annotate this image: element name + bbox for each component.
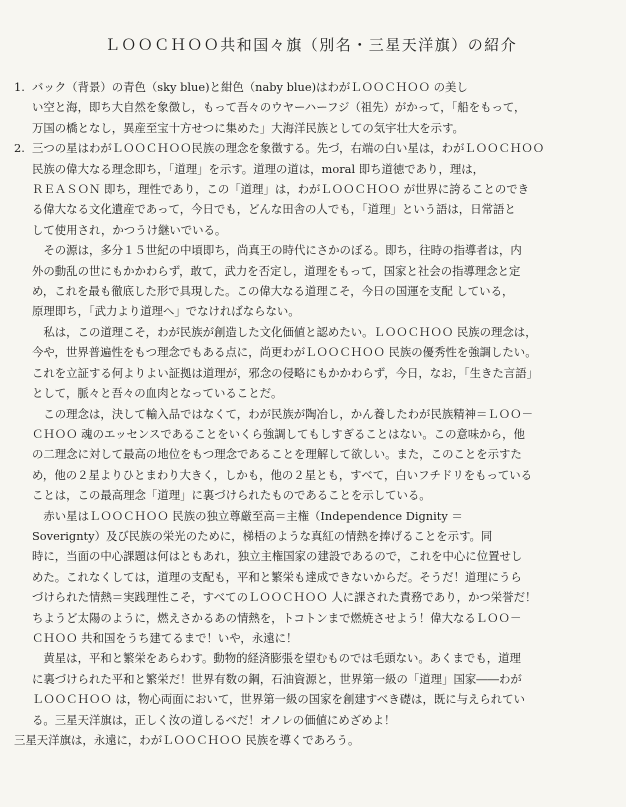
section-1 (14, 77, 608, 138)
text-line: 黄星は，平和と繁栄をあらわす。動物的経済膨張を望むものでは毛頭ない。あくまでも，道理 (32, 651, 521, 666)
text-line: これを立証する何よりよい証拠は道理が，邪念の侵略にもかかわらず，今日，なお，「生きた言語」 (32, 365, 538, 380)
paragraph-national-spirit (14, 404, 608, 506)
text-line: 時に，当面の中心課題は何はともあれ，独立主権国家の建設であるので，これを中心に位置せし (32, 549, 523, 564)
text-line: 三つの星はわがＬＯＯＣＨＯＯ民族の理念を象徴する。先づ，右端の白い星は，わがＬＯＯＣＨＯＯ (32, 141, 545, 156)
text-line: 原理即ち，「武力より道理へ」でなければならない。 (32, 304, 300, 319)
text-line: 万国の橋となし，異産至宝十方せつに集めた」大海洋民族としての気宇壮大を示す。 (32, 120, 464, 135)
text-line: め，他の２星よりひとまわり大きく，しかも，他の２星とも，すべて，白いフチドリをもっている (32, 467, 533, 482)
text-line: 三星天洋旗は，永遠に，わがＬＯＯＣＨＯＯ 民族を導くであろう。 (14, 733, 360, 747)
text-line: ＲＥＡＳＯＮ 即ち，理性であり，この「道理」は，わがＬＯＯＣＨＯＯ が世界に誇ることのでき (32, 182, 530, 197)
text-line: い空と海，即ち大自然を象徴し，もって吾々のウヤーハーフジ（祖先）がかって，「船をもって， (32, 100, 526, 115)
text-line: ＣＨＯＯ 共和国をうち建てるまで！いや，永遠に！ (32, 630, 298, 645)
section-2-number: 2. (14, 141, 25, 156)
section-1-text (32, 77, 608, 138)
section-2-text (32, 138, 608, 240)
closing-sentence (14, 730, 608, 750)
text-line: バック（背景）の青色（sky blue)と紺色（naby blue)はわがＬＯＯＣＨＯＯ の美し (32, 80, 468, 94)
text-line: 外の動乱の世にもかかわらず，敢て，武力を否定し，道理をもって，国家と社会の指導理念と定 (32, 263, 521, 278)
text-line: る。三星天洋旗は，正しく汝の道しるべだ！オノレの価値にめざめよ！ (32, 712, 396, 727)
text-line: 民族の偉大なる理念即ち，「道理」を示す。道理の道は，moral 即ち道徳であり，理は， (32, 161, 485, 176)
text-line: その源は，多分１５世紀の中頃即ち，尚真王の時代にさかのぼる。即ち，往時の指導者は，内 (32, 243, 522, 258)
section-2 (14, 138, 608, 240)
text-line: 今や，世界普遍性をもつ理念でもある点に，尚更わがＬＯＯＣＨＯＯ 民族の優秀性を強調したい。 (32, 345, 537, 360)
document-title: ＬＯＯＣＨＯＯ共和国々旗（別名・三星天洋旗）の紹介 (104, 36, 518, 54)
text-line: この理念は，決して輸入品ではなくて，わが民族が陶冶し，かん養したわが民族精神＝ＬＯＯ－ (32, 406, 533, 421)
text-line: として，脈々と吾々の血肉となっていることだ。 (32, 386, 283, 401)
text-line: に裏づけられた平和と繁栄だ！世界有数の鋼，石油資源と，世界第一級の「道理」国家――わが (32, 671, 522, 686)
text-line: ＬＯＯＣＨＯＯ は，物心両面において，世界第一級の国家を創建すべき礎は，既に与えられてい (32, 692, 525, 707)
paragraph-red-star (14, 506, 608, 649)
text-line: めた。これなくしては，道理の支配も，平和と繁栄も達成できないからだ。そうだ！道理にうら (32, 569, 522, 584)
text-line: ＣＨＯＯ 魂のエッセンスであることをいくら強調してもしすぎることはない。この意味から，他 (32, 426, 525, 441)
section-1-number: 1. (14, 80, 25, 94)
text-line: して使用され，かつうけ継いでいる。 (32, 222, 227, 237)
paragraph-cultural-value (14, 322, 608, 404)
text-line: め，これを最も徹底した形で具現した。この偉大なる道理こそ，今日の国運を支配 している， (32, 284, 514, 299)
paragraph-yellow-star (14, 648, 608, 730)
text-line: Soverignty）及び民族の栄光のために，梯梧のような真紅の情熱を捧げることを示す。同 (32, 528, 493, 543)
paragraph-origin (14, 240, 608, 322)
text-line: ちようど太陽のように，燃えさかるあの情熱を，トコトンまで燃焼させよう！偉大なるＬＯＯ－ (32, 610, 522, 625)
text-line: ことは，この最高理念「道理」に裏づけられたものであることを示している。 (32, 488, 431, 503)
text-line: づけられた情熱＝実践理性こそ，すべてのＬＯＯＣＨＯＯ 人に課された責務であり，かつ栄誉だ！ (32, 590, 537, 605)
text-line: 赤い星はＬＯＯＣＨＯＯ 民族の独立尊厳至高＝主権（Independence Dignity ＝ (32, 508, 463, 523)
text-line: る偉大なる文化遺産であって，今日でも，どんな田舎の人でも，「道理」という語は，日常語と (32, 202, 516, 217)
text-line: の二理念に対して最高の地位をもつ理念であることを理解して欲しい。また，このことを示すた (32, 447, 522, 462)
text-line: 私は，この道理こそ，わが民族が創造した文化価値と認めたい。ＬＯＯＣＨＯＯ 民族の理念は， (32, 324, 537, 339)
